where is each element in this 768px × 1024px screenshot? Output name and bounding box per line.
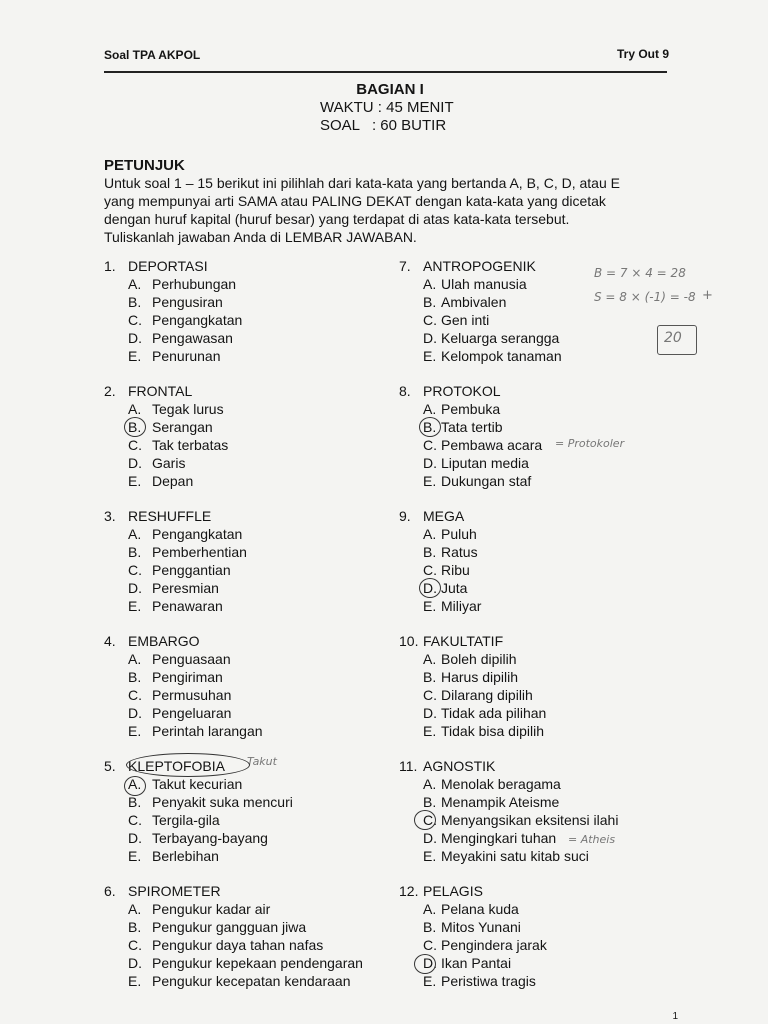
option-letter: E. xyxy=(423,848,437,864)
option-letter: D. xyxy=(423,330,437,346)
option-letter: A. xyxy=(423,901,437,917)
page-number: 1 xyxy=(672,1011,678,1022)
answer-option xyxy=(399,400,542,418)
option-letter: B. xyxy=(423,294,437,310)
option-letter: D. xyxy=(423,455,437,471)
option-text: Tak terbatas xyxy=(152,437,229,453)
answer-option xyxy=(399,329,562,347)
option-letter: E. xyxy=(128,473,142,489)
option-letter: B. xyxy=(128,669,142,685)
soal-line: SOAL : 60 BUTIR xyxy=(320,117,447,134)
question-number: 7. xyxy=(399,258,411,274)
option-letter: D. xyxy=(128,830,142,846)
answer-option xyxy=(399,454,542,472)
answer-circle xyxy=(419,417,441,437)
question-word: MEGA xyxy=(423,508,465,524)
handwritten-note-takut: Takut xyxy=(247,755,277,768)
option-letter: D. xyxy=(423,580,437,596)
question-stem xyxy=(104,632,263,650)
answer-option xyxy=(104,561,247,579)
option-text: Tata tertib xyxy=(441,419,503,435)
option-text: Mengingkari tuhan xyxy=(441,830,557,846)
header-rule xyxy=(104,71,667,73)
handwritten-note-protokol: = Protokoler xyxy=(555,437,625,450)
question-word: FRONTAL xyxy=(128,383,193,399)
option-text: Tidak bisa dipilih xyxy=(441,723,544,739)
option-letter: D. xyxy=(128,330,142,346)
answer-option xyxy=(104,954,363,972)
question xyxy=(399,257,562,365)
question-number: 11. xyxy=(399,758,418,774)
answer-option xyxy=(104,936,363,954)
option-letter: E. xyxy=(128,723,142,739)
option-letter: C. xyxy=(423,312,437,328)
answer-option xyxy=(104,525,247,543)
option-text: Juta xyxy=(441,580,468,596)
option-text: Liputan media xyxy=(441,455,529,471)
option-letter: C. xyxy=(423,812,437,828)
answer-option xyxy=(399,525,481,543)
answer-option xyxy=(104,579,247,597)
question-number: 5. xyxy=(104,758,116,774)
question-number: 12. xyxy=(399,883,419,899)
option-letter: A. xyxy=(128,526,142,542)
answer-option xyxy=(104,722,263,740)
answer-option xyxy=(399,311,562,329)
option-letter: C. xyxy=(423,562,437,578)
option-letter: B. xyxy=(128,794,142,810)
option-text: Meyakini satu kitab suci xyxy=(441,848,589,864)
option-text: Penguasaan xyxy=(152,651,231,667)
option-text: Perhubungan xyxy=(152,276,237,292)
question-stem xyxy=(399,757,618,775)
option-text: Perintah larangan xyxy=(152,723,263,739)
question xyxy=(399,632,546,740)
option-letter: A. xyxy=(128,776,142,792)
option-text: Pengangkatan xyxy=(152,526,243,542)
option-text: Pengukur gangguan jiwa xyxy=(152,919,307,935)
option-text: Pengiriman xyxy=(152,669,223,685)
option-text: Pengukur kepekaan pendengaran xyxy=(152,955,363,971)
option-letter: E. xyxy=(128,848,142,864)
option-text: Tidak ada pilihan xyxy=(441,705,547,721)
answer-option xyxy=(399,775,618,793)
question xyxy=(104,882,363,990)
option-letter: C. xyxy=(128,312,142,328)
option-letter: B. xyxy=(128,294,142,310)
question-number: 6. xyxy=(104,883,116,899)
answer-option xyxy=(104,543,247,561)
answer-option xyxy=(399,704,546,722)
answer-option xyxy=(399,472,542,490)
option-text: Tegak lurus xyxy=(152,401,224,417)
option-letter: B. xyxy=(423,544,437,560)
answer-option xyxy=(104,918,363,936)
option-letter: D. xyxy=(128,705,142,721)
option-letter: A. xyxy=(423,401,437,417)
option-letter: E. xyxy=(128,598,142,614)
option-text: Keluarga serangga xyxy=(441,330,560,346)
option-text: Miliyar xyxy=(441,598,482,614)
answer-option xyxy=(399,561,481,579)
option-text: Pengukur kecepatan kendaraan xyxy=(152,973,351,989)
petunjuk-line: yang mempunyai arti SAMA atau PALING DEKAT dengan kata-kata yang dicetak xyxy=(104,193,606,209)
petunjuk-line: Tuliskanlah jawaban Anda di LEMBAR JAWABAN. xyxy=(104,229,417,245)
answer-option xyxy=(104,347,242,365)
answer-option xyxy=(399,722,546,740)
option-letter: A. xyxy=(423,276,437,292)
option-letter: E. xyxy=(423,598,437,614)
question-word: AGNOSTIK xyxy=(423,758,496,774)
petunjuk-body xyxy=(104,174,674,246)
option-letter: D. xyxy=(423,705,437,721)
answer-option xyxy=(399,900,547,918)
answer-option xyxy=(104,597,247,615)
answer-circle xyxy=(414,954,436,974)
option-text: Gen inti xyxy=(441,312,490,328)
option-text: Pengindera jarak xyxy=(441,937,547,953)
option-text: Pengangkatan xyxy=(152,312,243,328)
option-letter: A. xyxy=(128,651,142,667)
option-text: Berlebihan xyxy=(152,848,219,864)
question-word: SPIROMETER xyxy=(128,883,221,899)
option-letter: D. xyxy=(423,830,437,846)
option-letter: D. xyxy=(128,955,142,971)
option-text: Harus dipilih xyxy=(441,669,519,685)
option-letter: C. xyxy=(128,562,142,578)
option-letter: C. xyxy=(423,937,437,953)
option-text: Pengawasan xyxy=(152,330,233,346)
option-letter: B. xyxy=(423,669,437,685)
question-word: RESHUFFLE xyxy=(128,508,212,524)
option-letter: A. xyxy=(423,526,437,542)
question-stem xyxy=(104,882,363,900)
option-text: Boleh dipilih xyxy=(441,651,517,667)
option-text: Ambivalen xyxy=(441,294,507,310)
option-letter: B. xyxy=(423,794,437,810)
answer-option xyxy=(399,275,562,293)
answer-option xyxy=(104,668,263,686)
option-letter: E. xyxy=(423,348,437,364)
option-text: Peresmian xyxy=(152,580,219,596)
option-text: Kelompok tanaman xyxy=(441,348,562,364)
option-text: Tergila-gila xyxy=(152,812,220,828)
question xyxy=(399,507,481,615)
question-number: 8. xyxy=(399,383,411,399)
answer-option xyxy=(399,436,542,454)
handwritten-note-atheis: = Atheis xyxy=(568,833,616,846)
question-stem xyxy=(399,632,546,650)
waktu-line: WAKTU : 45 MENIT xyxy=(320,99,454,116)
petunjuk-line: Untuk soal 1 – 15 berikut ini pilihlah dari kata-kata yang bertanda A, B, C, D, atau E xyxy=(104,175,620,191)
option-letter: C. xyxy=(423,687,437,703)
answer-option xyxy=(399,686,546,704)
answer-circle xyxy=(124,776,146,796)
answer-option xyxy=(104,704,263,722)
option-text: Pembuka xyxy=(441,401,501,417)
option-text: Pelana kuda xyxy=(441,901,519,917)
question-number: 10. xyxy=(399,633,419,649)
option-letter: B. xyxy=(128,919,142,935)
answer-option xyxy=(104,454,228,472)
option-text: Ribu xyxy=(441,562,470,578)
option-text: Menampik Ateisme xyxy=(441,794,560,810)
option-text: Permusuhan xyxy=(152,687,232,703)
answer-option xyxy=(104,329,242,347)
question xyxy=(104,632,263,740)
option-letter: B. xyxy=(128,419,142,435)
option-text: Pengukur daya tahan nafas xyxy=(152,937,324,953)
answer-option xyxy=(399,347,562,365)
question-stem xyxy=(399,507,481,525)
option-text: Pengukur kadar air xyxy=(152,901,271,917)
option-text: Ulah manusia xyxy=(441,276,527,292)
option-text: Mitos Yunani xyxy=(441,919,521,935)
option-text: Menyangsikan eksitensi ilahi xyxy=(441,812,619,828)
option-letter: A. xyxy=(128,276,142,292)
answer-option xyxy=(104,400,228,418)
option-letter: B. xyxy=(423,919,437,935)
answer-option xyxy=(399,936,547,954)
section-title: BAGIAN I xyxy=(356,81,424,98)
option-text: Ratus xyxy=(441,544,478,560)
answer-option xyxy=(104,418,228,436)
question-stem xyxy=(399,382,542,400)
handwritten-calc-1: B = 7 × 4 = 28 xyxy=(594,266,686,280)
option-text: Takut kecurian xyxy=(152,776,243,792)
option-letter: D. xyxy=(128,455,142,471)
question-stem xyxy=(399,882,547,900)
option-letter: E. xyxy=(128,348,142,364)
option-text: Penggantian xyxy=(152,562,231,578)
option-text: Penawaran xyxy=(152,598,223,614)
option-letter: C. xyxy=(128,687,142,703)
option-text: Pembawa acara xyxy=(441,437,543,453)
answer-option xyxy=(104,311,242,329)
answer-option xyxy=(399,793,618,811)
option-text: Garis xyxy=(152,455,186,471)
option-letter: E. xyxy=(423,723,437,739)
petunjuk-title: PETUNJUK xyxy=(104,157,185,174)
option-letter: A. xyxy=(128,401,142,417)
option-text: Menolak beragama xyxy=(441,776,561,792)
question xyxy=(399,757,618,865)
option-letter: B. xyxy=(423,419,437,435)
answer-option xyxy=(399,972,547,990)
option-letter: C. xyxy=(128,812,142,828)
answer-circle xyxy=(419,578,441,598)
option-letter: C. xyxy=(423,437,437,453)
answer-option xyxy=(104,436,228,454)
option-letter: D. xyxy=(423,955,437,971)
question-stem xyxy=(104,257,242,275)
question xyxy=(399,882,547,990)
question xyxy=(104,507,247,615)
answer-option xyxy=(399,847,618,865)
question xyxy=(399,382,542,490)
answer-option xyxy=(104,811,293,829)
option-text: Serangan xyxy=(152,419,213,435)
option-text: Dilarang dipilih xyxy=(441,687,533,703)
answer-option xyxy=(104,275,242,293)
option-text: Pengeluaran xyxy=(152,705,232,721)
question-word: DEPORTASI xyxy=(128,258,208,274)
option-letter: E. xyxy=(423,473,437,489)
option-letter: A. xyxy=(423,776,437,792)
question-word: ANTROPOGENIK xyxy=(423,258,536,274)
option-text: Depan xyxy=(152,473,194,489)
petunjuk-line: dengan huruf kapital (huruf besar) yang terdapat di atas kata-kata tersebut. xyxy=(104,211,570,227)
handwritten-score: 20 xyxy=(664,330,682,346)
answer-option xyxy=(399,293,562,311)
answer-option xyxy=(399,668,546,686)
answer-option xyxy=(399,650,546,668)
option-letter: A. xyxy=(423,651,437,667)
answer-option xyxy=(104,293,242,311)
answer-option xyxy=(104,847,293,865)
question-number: 2. xyxy=(104,383,116,399)
option-text: Terbayang-bayang xyxy=(152,830,268,846)
question-stem xyxy=(104,382,228,400)
question-number: 9. xyxy=(399,508,411,524)
answer-option xyxy=(399,597,481,615)
question xyxy=(104,257,242,365)
option-letter: B. xyxy=(128,544,142,560)
option-text: Dukungan staf xyxy=(441,473,532,489)
answer-option xyxy=(104,900,363,918)
option-letter: C. xyxy=(128,437,142,453)
question-stem xyxy=(399,257,562,275)
question xyxy=(104,382,228,490)
option-letter: E. xyxy=(423,973,437,989)
option-text: Penurunan xyxy=(152,348,221,364)
answer-circle xyxy=(124,417,146,437)
question-stem xyxy=(104,507,247,525)
handwritten-calc-2: S = 8 × (-1) = -8 xyxy=(594,290,696,304)
answer-option xyxy=(399,543,481,561)
question-word: PELAGIS xyxy=(423,883,483,899)
word-circle xyxy=(126,753,250,777)
answer-option xyxy=(104,972,363,990)
option-text: Ikan Pantai xyxy=(441,955,512,971)
option-letter: D. xyxy=(128,580,142,596)
question-word: PROTOKOL xyxy=(423,383,501,399)
option-text: Penyakit suka mencuri xyxy=(152,794,293,810)
question-number: 4. xyxy=(104,633,116,649)
answer-option xyxy=(104,829,293,847)
option-text: Pemberhentian xyxy=(152,544,247,560)
option-text: Peristiwa tragis xyxy=(441,973,536,989)
option-letter: C. xyxy=(128,937,142,953)
question-number: 1. xyxy=(104,258,116,274)
handwritten-plus: + xyxy=(702,288,713,303)
question-word: EMBARGO xyxy=(128,633,200,649)
option-text: Pengusiran xyxy=(152,294,223,310)
question-number: 3. xyxy=(104,508,116,524)
answer-option xyxy=(104,472,228,490)
option-letter: A. xyxy=(128,901,142,917)
header-right: Try Out 9 xyxy=(617,47,670,61)
answer-option xyxy=(399,918,547,936)
answer-option xyxy=(104,686,263,704)
answer-circle xyxy=(414,810,436,830)
question-word: FAKULTATIF xyxy=(423,633,504,649)
option-text: Puluh xyxy=(441,526,477,542)
question-word: KLEPTOFOBIA xyxy=(128,758,225,774)
option-letter: E. xyxy=(128,973,142,989)
answer-option xyxy=(104,650,263,668)
header-left: Soal TPA AKPOL xyxy=(104,48,201,62)
